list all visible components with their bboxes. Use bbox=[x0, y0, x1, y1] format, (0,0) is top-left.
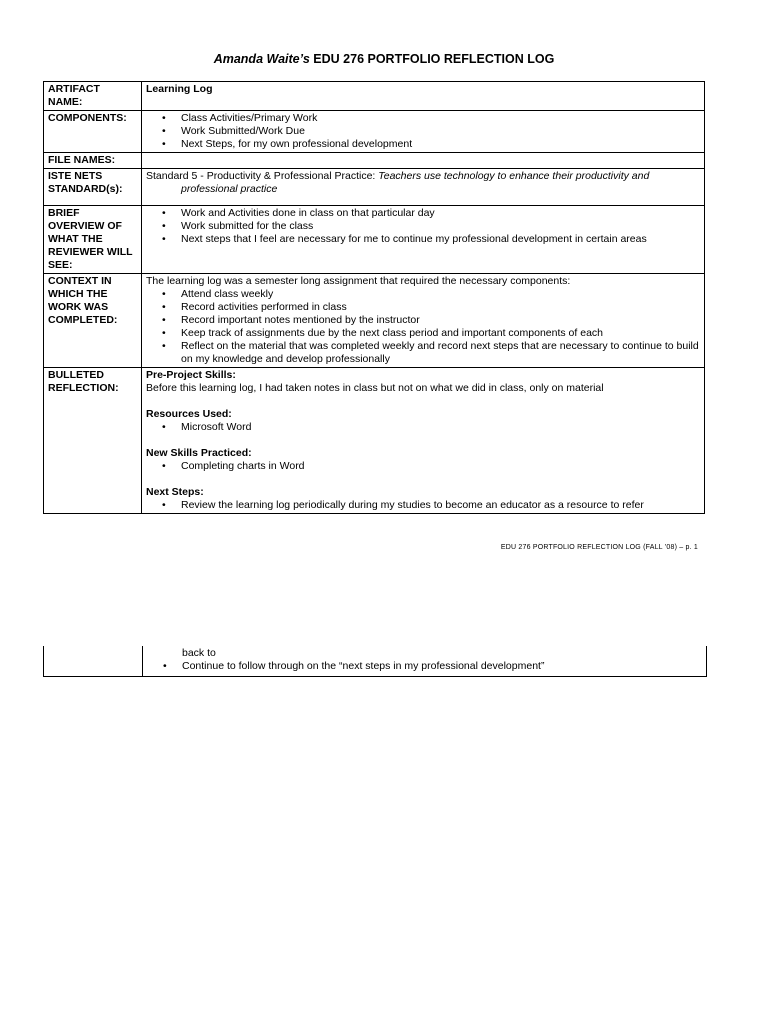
list-item: • Work Submitted/Work Due bbox=[181, 125, 700, 138]
list-item: • Completing charts in Word bbox=[181, 460, 700, 473]
list-item: • Keep track of assignments due by the next class period and important components of each bbox=[181, 327, 700, 340]
title-text: EDU 276 PORTFOLIO REFLECTION LOG bbox=[313, 52, 555, 66]
column-divider bbox=[142, 646, 143, 676]
list-item: • Attend class weekly bbox=[181, 288, 700, 301]
label-file-names: FILE NAMES: bbox=[44, 153, 142, 169]
continued-list bbox=[147, 660, 702, 673]
row-components bbox=[44, 111, 705, 153]
pre-project-text: Before this learning log, I had taken notes in class but not on what we did in class, only on material bbox=[146, 382, 604, 394]
list-item: • Next steps that I feel are necessary for me to continue my professional development in certain areas bbox=[181, 233, 700, 246]
list-item: • Work submitted for the class bbox=[181, 220, 700, 233]
context-intro: The learning log was a semester long assignment that required the necessary components: bbox=[146, 275, 571, 287]
title-author: Amanda Waite’s bbox=[213, 52, 310, 66]
row-iste bbox=[44, 169, 705, 206]
resources-heading: Resources Used: bbox=[146, 408, 232, 420]
list-item: • Continue to follow through on the “next steps in my professional development” bbox=[182, 660, 702, 673]
skills-list bbox=[146, 460, 700, 473]
next-steps-list bbox=[146, 499, 700, 512]
value-artifact: Learning Log bbox=[142, 82, 705, 111]
value-file-names bbox=[142, 153, 705, 169]
row-context bbox=[44, 274, 705, 368]
overview-list bbox=[146, 207, 700, 246]
row-overview bbox=[44, 206, 705, 274]
label-iste: ISTE NETS STANDARD(s): bbox=[44, 169, 142, 206]
continued-text: back to bbox=[182, 647, 216, 659]
next-steps-heading: Next Steps: bbox=[146, 486, 204, 498]
row-file-names bbox=[44, 153, 705, 169]
list-item: • Review the learning log periodically during my studies to become an educator as a resource to refer bbox=[181, 499, 700, 512]
row-reflection bbox=[44, 368, 705, 514]
list-item: • Reflect on the material that was completed weekly and record next steps that are necessary to continue to build on my knowledge and develop professionally bbox=[181, 340, 700, 366]
label-artifact: ARTIFACT NAME: bbox=[44, 82, 142, 111]
label-overview: BRIEF OVERVIEW OF WHAT THE REVIEWER WILL SEE: bbox=[44, 206, 142, 274]
page-footer: EDU 276 PORTFOLIO REFLECTION LOG (FALL ’08) – p. 1 bbox=[500, 544, 698, 551]
context-list bbox=[146, 288, 700, 366]
iste-prefix: Standard 5 - Productivity & Professional Practice: bbox=[146, 170, 379, 182]
resources-list bbox=[146, 421, 700, 434]
label-components: COMPONENTS: bbox=[44, 111, 142, 153]
iste-description: Teachers use technology to enhance their productivity and professional practice bbox=[181, 170, 650, 195]
pre-project-heading: Pre-Project Skills: bbox=[146, 369, 236, 381]
iste-standard bbox=[146, 170, 700, 196]
list-item: • Next Steps, for my own professional development bbox=[181, 138, 700, 151]
row-artifact bbox=[44, 82, 705, 111]
list-item: • Record activities performed in class bbox=[181, 301, 700, 314]
list-item: • Microsoft Word bbox=[181, 421, 700, 434]
skills-heading: New Skills Practiced: bbox=[146, 447, 252, 459]
reflection-log-table bbox=[43, 81, 705, 514]
page-title bbox=[0, 52, 768, 66]
table-continuation bbox=[43, 646, 707, 677]
label-context: CONTEXT IN WHICH THE WORK WAS COMPLETED: bbox=[44, 274, 142, 368]
list-item: • Class Activities/Primary Work bbox=[181, 112, 700, 125]
list-item: • Work and Activities done in class on that particular day bbox=[181, 207, 700, 220]
label-reflection: BULLETED REFLECTION: bbox=[44, 368, 142, 514]
list-item: • Record important notes mentioned by the instructor bbox=[181, 314, 700, 327]
components-list bbox=[146, 112, 700, 151]
